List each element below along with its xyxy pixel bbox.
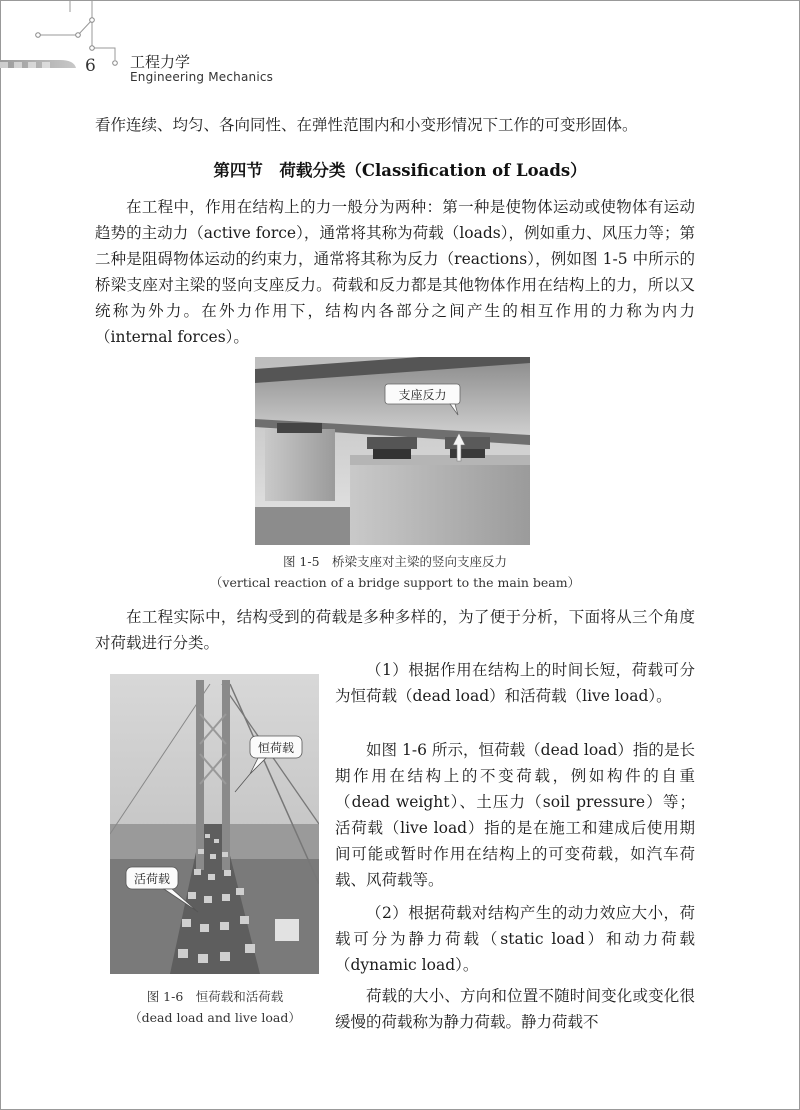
section-heading: 第四节 荷载分类（Classification of Loads） <box>213 161 587 180</box>
paragraph-dynamic-classification: （2）根据荷载对结构产生的动力效应大小，荷载可分为静力荷载（static load）和动力荷载（dynamic load）。 <box>335 904 695 974</box>
figure-1-6-caption-cn: 图 1-6 恒荷载和活荷载 <box>146 989 284 1004</box>
figure-1-5-caption-cn: 图 1-5 桥梁支座对主梁的竖向支座反力 <box>282 554 508 569</box>
figure-1-5-bridge-support <box>255 357 530 545</box>
paragraph-time-classification: （1）根据作用在结构上的时间长短，荷载可分为恒荷载（dead load）和活荷载（live load）。 <box>335 661 695 705</box>
figure-1-6-suspension-bridge <box>110 674 319 974</box>
figure-1-5-caption-en: （vertical reaction of a bridge support to the main beam） <box>209 575 581 590</box>
callout-dead-load: 恒荷载 <box>257 741 295 755</box>
page-number: 6 <box>85 56 96 76</box>
book-title-en: Engineering Mechanics <box>130 70 274 84</box>
figure-1-6-caption-en: （dead load and live load） <box>129 1010 301 1025</box>
intro-line: 看作连续、均匀、各向同性、在弹性范围内和小变形情况下工作的可变形固体。 <box>95 116 638 134</box>
suspension-bridge-photo <box>110 674 319 974</box>
paragraph-classification-intro: 在工程实际中，结构受到的荷载是多种多样的，为了便于分析，下面将从三个角度对荷载进行分类。 <box>95 608 695 652</box>
book-title-cn: 工程力学 <box>130 53 191 71</box>
callout-live-load: 活荷载 <box>133 872 171 886</box>
paragraph-loads-intro: 在工程中，作用在结构上的力一般分为两种：第一种是使物体运动或使物体有运动趋势的主动力（active force），通常将其称为荷载（loads），例如重力、风压力等；第二种是阻碍物体运动的约束力，通常将其称为反力（reactions），例如图 1-5 中所示的桥梁支座对主梁的竖向支座反力。荷载和反力都是其他物体作用在结构上的力，所以又统称为外力。在外力作用下，结构内各部分之间产生的相互作用的力称为内力（internal forces）。 <box>95 198 695 346</box>
paragraph-dead-live-definition: 如图 1-6 所示，恒荷载（dead load）指的是长期作用在结构上的不变荷载，例如构件的自重（dead weight）、土压力（soil pressure）等；活荷载（live load）指的是在施工和建成后使用期间可能或暂时作用在结构上的可变荷载，如汽车荷载、风荷载等。 <box>335 741 695 889</box>
callout-support-reaction: 支座反力 <box>398 388 447 402</box>
bridge-support-illustration <box>255 357 530 545</box>
paragraph-static-load: 荷载的大小、方向和位置不随时间变化或变化很缓慢的荷载称为静力荷载。静力荷载不 <box>335 987 695 1031</box>
